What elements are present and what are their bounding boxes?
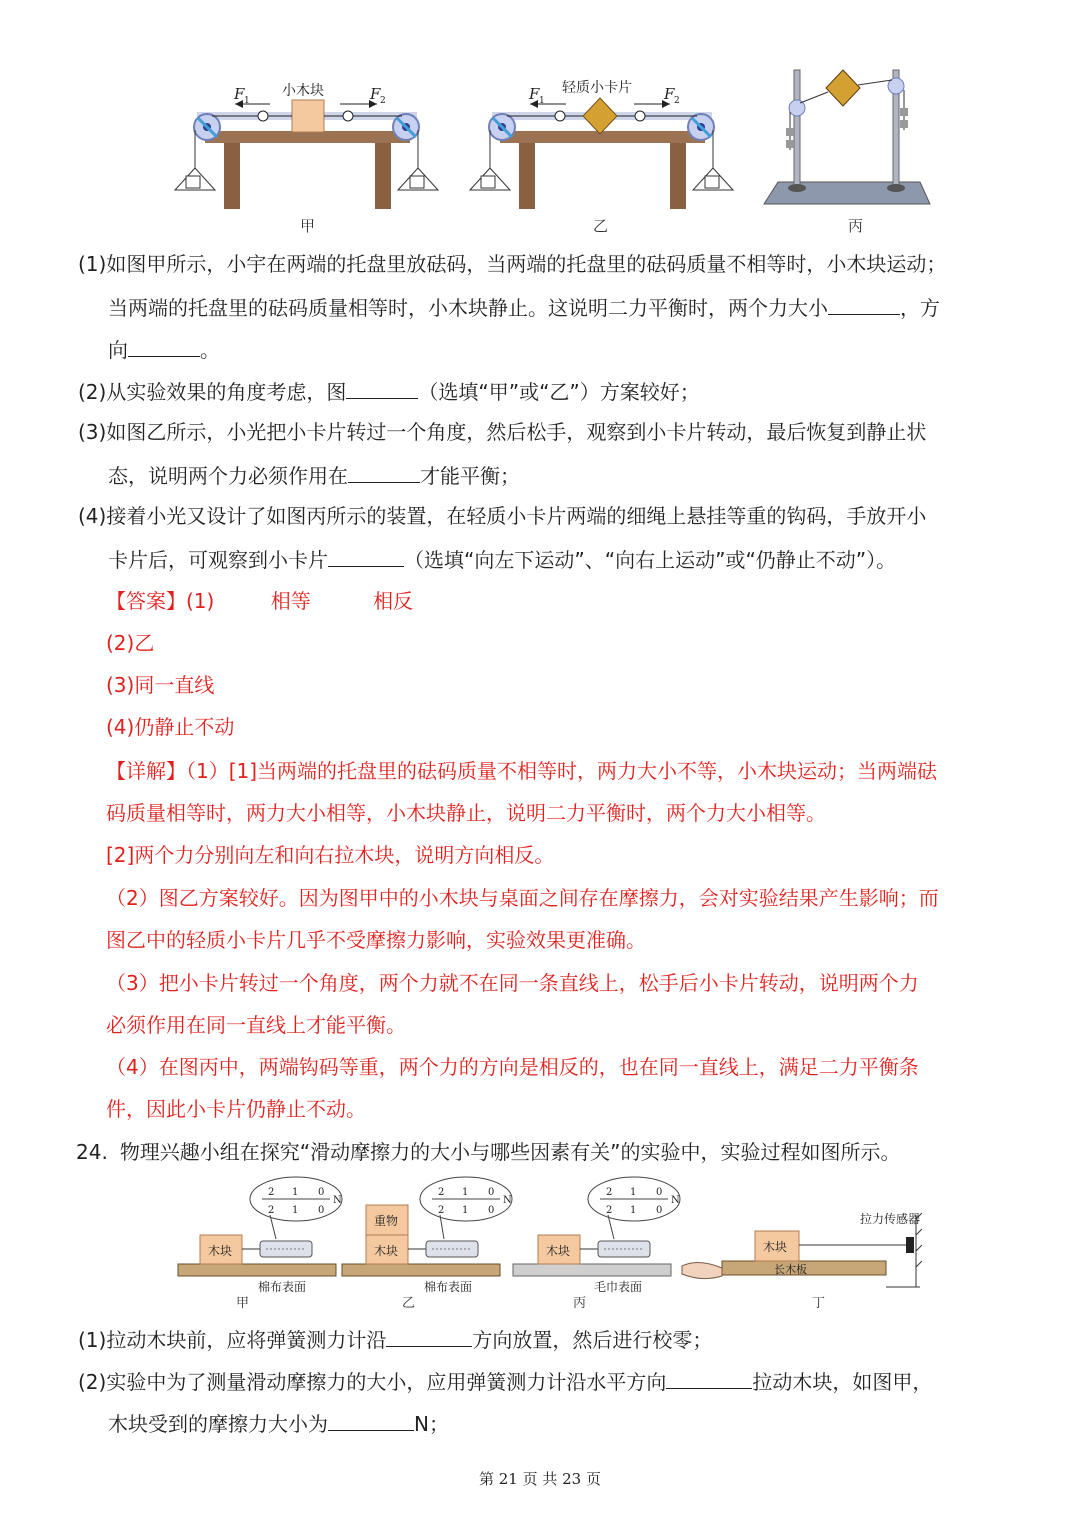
figure2-bing: [513, 1177, 680, 1276]
fig2-scale-top-jia-1: 2: [268, 1187, 275, 1198]
answer-1-a: 相等: [270, 589, 311, 613]
fig2-scale-top-jia-2: 1: [292, 1187, 299, 1198]
fig2-scale-unit-bing: N: [671, 1195, 680, 1206]
q23-part3-line2: 态，说明两个力必须作用在 才能平衡；: [108, 460, 1080, 490]
fig2-scale-top-bing-2: 1: [630, 1187, 637, 1198]
fig2-board-ding: 长木板: [774, 1263, 807, 1276]
fig2-label-yi: 乙: [402, 1296, 416, 1311]
detail-line8: （4）在图丙中，两端钩码等重，两个力的方向是相反的，也在同一直线上，满足二力平衡条: [106, 1055, 919, 1079]
fig1-label-yi: 乙: [593, 217, 609, 235]
fig2-scale-bottom-bing-2: 1: [630, 1205, 637, 1216]
q24-part2-line1: (2)实验中为了测量滑动摩擦力的大小，应用弹簧测力计沿水平方向 拉动木块，如图甲，: [78, 1366, 1080, 1396]
q24-number: 24.: [76, 1140, 108, 1164]
fig2-weight-yi: 重物: [374, 1214, 399, 1228]
fig2-scale-unit-jia: N: [333, 1195, 342, 1206]
q24-stem: 24. 物理兴趣小组在探究“滑动摩擦力的大小与哪些因素有关”的实验中，实验过程如图所示。: [76, 1140, 901, 1164]
blank-q23-1-direction[interactable]: [128, 334, 200, 357]
q24-part1: (1)拉动木块前，应将弹簧测力计沿 方向放置，然后进行校零；: [78, 1324, 1080, 1354]
label-f2-sub-yi: 2: [674, 96, 680, 106]
fig2-scale-bottom-yi-2: 1: [462, 1205, 469, 1216]
fig2-label-bing: 丙: [573, 1296, 587, 1311]
blank-q24-2-force[interactable]: [328, 1408, 414, 1431]
label-block: 小木块: [282, 83, 324, 99]
fig2-scale-bottom-jia-2: 1: [292, 1205, 299, 1216]
fig2-label-ding: 丁: [812, 1296, 826, 1311]
fig2-cotton-yi: 棉布表面: [424, 1280, 473, 1294]
detail-line3: [2]两个力分别向左和向右拉木块，说明方向相反。: [106, 843, 555, 867]
detail-line2: 码质量相等时，两力大小相等，小木块静止，说明二力平衡时，两个力大小相等。: [106, 801, 826, 825]
label-f2-sub-jia: 2: [380, 96, 386, 106]
answer-1-b: 相反: [373, 589, 414, 613]
fig2-cotton-jia: 棉布表面: [258, 1280, 307, 1294]
blank-q23-2[interactable]: [346, 376, 418, 399]
q24-part2-line2: 木块受到的摩擦力大小为 N；: [108, 1408, 1080, 1438]
fig2-block-jia: 木块: [208, 1244, 233, 1258]
fig2-scale-bottom-jia-1: 2: [268, 1205, 275, 1216]
answer-line1: 【答案】(1) 相等 相反: [106, 589, 414, 613]
figure-bing: [764, 70, 930, 204]
page-footer: 第 21 页 共 23 页: [478, 1470, 601, 1488]
label-f1-jia: F: [234, 85, 245, 103]
fig2-block-bing: 木块: [546, 1244, 571, 1258]
fig2-scale-top-yi-1: 2: [438, 1187, 445, 1198]
detail-line9: 件，因此小卡片仍静止不动。: [106, 1097, 366, 1121]
blank-q23-1-size[interactable]: [828, 292, 900, 315]
fig2-scale-top-bing-3: 0: [656, 1187, 663, 1198]
figure-yi: [470, 79, 733, 209]
detail-line1: 【详解】（1）[1]当两端的托盘里的砝码质量不相等时，两力大小不等，小木块运动；当两端砝: [106, 759, 938, 783]
detail-line4: （2）图乙方案较好。因为图甲中的小木块与桌面之间存在摩擦力，会对实验结果产生影响；而: [106, 886, 939, 910]
fig2-scale-top-jia-3: 0: [318, 1187, 325, 1198]
detail-line7: 必须作用在同一直线上才能平衡。: [106, 1013, 406, 1037]
answer-line2: (2)乙: [106, 631, 155, 655]
label-f2-yi: F: [664, 85, 675, 103]
label-f2-jia: F: [370, 85, 381, 103]
fig2-scale-unit-yi: N: [503, 1195, 512, 1206]
answer-line3: (3)同一直线: [106, 673, 215, 697]
q23-part2: (2)从实验效果的角度考虑，图 （选填“甲”或“乙”）方案较好；: [78, 376, 1080, 406]
blank-q24-1[interactable]: [386, 1324, 472, 1347]
fig1-label-bing: 丙: [848, 217, 864, 235]
fig2-towel-bing: 毛巾表面: [594, 1280, 643, 1294]
fig2-scale-bottom-yi-1: 2: [438, 1205, 445, 1216]
q23-part1-line3: 向 。: [108, 334, 1080, 364]
label-card: 轻质小卡片: [562, 80, 632, 96]
fig2-scale-bottom-yi-3: 0: [488, 1205, 495, 1216]
fig2-sensor-ding: 拉力传感器: [860, 1212, 921, 1226]
fig1-label-jia: 甲: [300, 217, 316, 235]
fig2-block-ding: 木块: [763, 1240, 788, 1254]
fig2-scale-top-yi-2: 1: [462, 1187, 469, 1198]
fig2-scale-top-bing-1: 2: [606, 1187, 613, 1198]
q23-part4-line1: (4)接着小光又设计了如图丙所示的装置，在轻质小卡片两端的细绳上悬挂等重的钩码，手放开小: [78, 504, 927, 528]
detail-line5: 图乙中的轻质小卡片几乎不受摩擦力影响，实验效果更准确。: [106, 928, 646, 952]
blank-q23-4[interactable]: [328, 544, 404, 567]
q23-part1-line2: 当两端的托盘里的砝码质量相等时，小木块静止。这说明二力平衡时，两个力大小 ，方: [108, 292, 1080, 322]
figure-jia: [175, 82, 438, 209]
fig2-scale-top-yi-3: 0: [488, 1187, 495, 1198]
answer-line4: (4)仍静止不动: [106, 715, 235, 739]
label-f1-yi: F: [529, 85, 540, 103]
q23-part4-line2: 卡片后，可观察到小卡片 （选填“向左下运动”、“向右上运动”或“仍静止不动”）。: [108, 544, 1080, 574]
figure-friction-experiments: [0, 1175, 1080, 1315]
blank-q23-3[interactable]: [348, 460, 420, 483]
figure2-yi: [342, 1177, 512, 1276]
label-f1-sub-yi: 1: [539, 96, 545, 106]
q23-part1-line1: (1)如图甲所示，小宇在两端的托盘里放砝码，当两端的托盘里的砝码质量不相等时，小木块运动；: [78, 252, 947, 276]
figure-balance-experiments: [0, 0, 1080, 240]
fig2-scale-bottom-jia-3: 0: [318, 1205, 325, 1216]
fig2-scale-bottom-bing-1: 2: [606, 1205, 613, 1216]
fig2-block-yi: 木块: [374, 1244, 399, 1258]
q23-part3-line1: (3)如图乙所示，小光把小卡片转过一个角度，然后松手，观察到小卡片转动，最后恢复到静止状: [78, 420, 927, 444]
fig2-label-jia: 甲: [236, 1296, 250, 1311]
detail-line6: （3）把小卡片转过一个角度，两个力就不在同一条直线上，松手后小卡片转动，说明两个力: [106, 971, 919, 995]
fig2-scale-bottom-bing-3: 0: [656, 1205, 663, 1216]
label-f1-sub-jia: 1: [244, 96, 250, 106]
blank-q24-2-motion[interactable]: [666, 1366, 752, 1389]
